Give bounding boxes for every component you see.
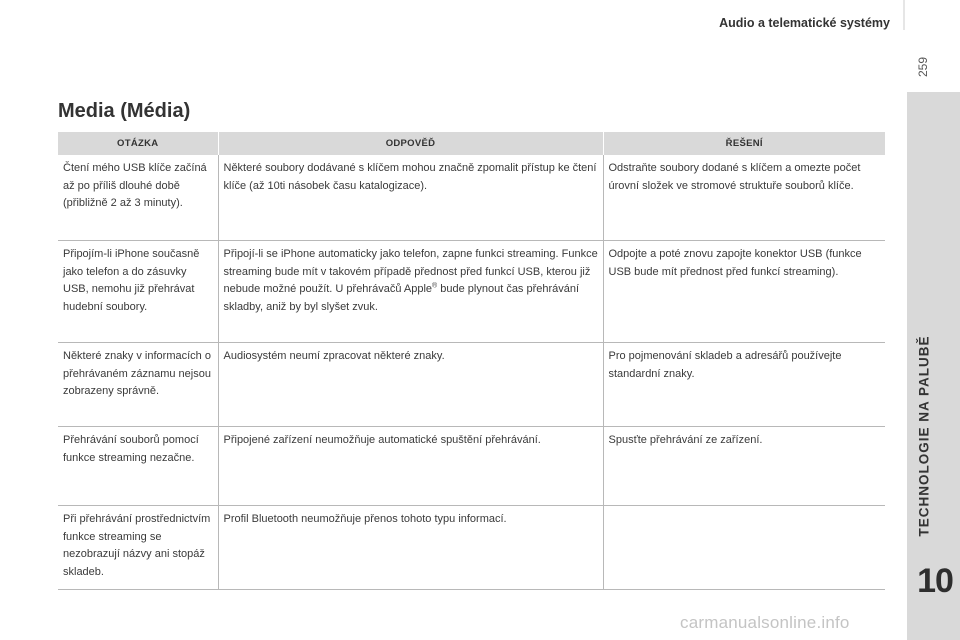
solution-cell: Spusťte přehrávání ze zařízení. <box>603 427 885 506</box>
solution-cell: Odstraňte soubory dodané s klíčem a omezte počet úrovní složek ve stromové struktuře souborů klíče. <box>603 155 885 241</box>
answer-cell: Některé soubory dodávané s klíčem mohou značně zpomalit přístup ke čtení klíče (až 10ti násobek času katalogizace). <box>218 155 603 241</box>
section-title: Media (Média) <box>58 100 191 122</box>
table-header-row <box>58 132 885 155</box>
answer-text-end: bude plynout čas přehrávání skladby, aniž by byl slyšet zvuk. <box>223 283 580 313</box>
table-row <box>58 155 885 241</box>
question-cell: Některé znaky v informacích o přehrávaném záznamu nejsou zobrazeny správně. <box>58 343 218 427</box>
chapter-title: TECHNOLOGIE NA PALUBĚ <box>916 335 932 537</box>
answer-cell: Připojené zařízení neumožňuje automatické spuštění přehrávání. <box>218 427 603 506</box>
troubleshooting-table <box>58 132 885 590</box>
question-cell: Připojím-li iPhone současně jako telefon a do zásuvky USB, nemohu již přehrávat hudební soubory. <box>58 241 218 343</box>
solution-cell: Pro pojmenování skladeb a adresářů používejte standardní znaky. <box>603 343 885 427</box>
table-row <box>58 427 885 506</box>
question-cell: Přehrávání souborů pomocí funkce streaming nezačne. <box>58 427 218 506</box>
chapter-number: 10 <box>917 562 953 600</box>
table-row <box>58 241 885 343</box>
registered-mark: ® <box>432 282 438 290</box>
answer-cell: Profil Bluetooth neumožňuje přenos tohoto typu informací. <box>218 506 603 590</box>
column-header-solution: ŘEŠENÍ <box>603 132 885 155</box>
answer-cell <box>218 241 603 343</box>
table-row <box>58 343 885 427</box>
page-number: 259 <box>916 56 930 78</box>
solution-cell: Odpojte a poté znovu zapojte konektor USB (funkce USB bude mít přednost před funkcí streaming). <box>603 241 885 343</box>
solution-cell <box>603 506 885 590</box>
table-row <box>58 506 885 590</box>
watermark: carmanualsonline.info <box>680 613 850 632</box>
question-cell: Čtení mého USB klíče začíná až po příliš dlouhé době (přibližně 2 až 3 minuty). <box>58 155 218 241</box>
column-header-question: OTÁZKA <box>58 132 218 155</box>
header-title: Audio a telematické systémy <box>719 16 890 30</box>
answer-cell: Audiosystém neumí zpracovat některé znaky. <box>218 343 603 427</box>
header-divider <box>903 0 905 30</box>
answer-text-start: Připojí-li se iPhone automaticky jako telefon, zapne funkci streaming. Funkce streaming bude mít v takovém případě přednost před funkcí USB, kterou již nebude možné použít. U přehrávačů Apple <box>223 248 598 295</box>
column-header-answer: ODPOVĚĎ <box>218 132 603 155</box>
question-cell: Při přehrávání prostřednictvím funkce streaming se nezobrazují názvy ani stopáž skladeb. <box>58 506 218 590</box>
